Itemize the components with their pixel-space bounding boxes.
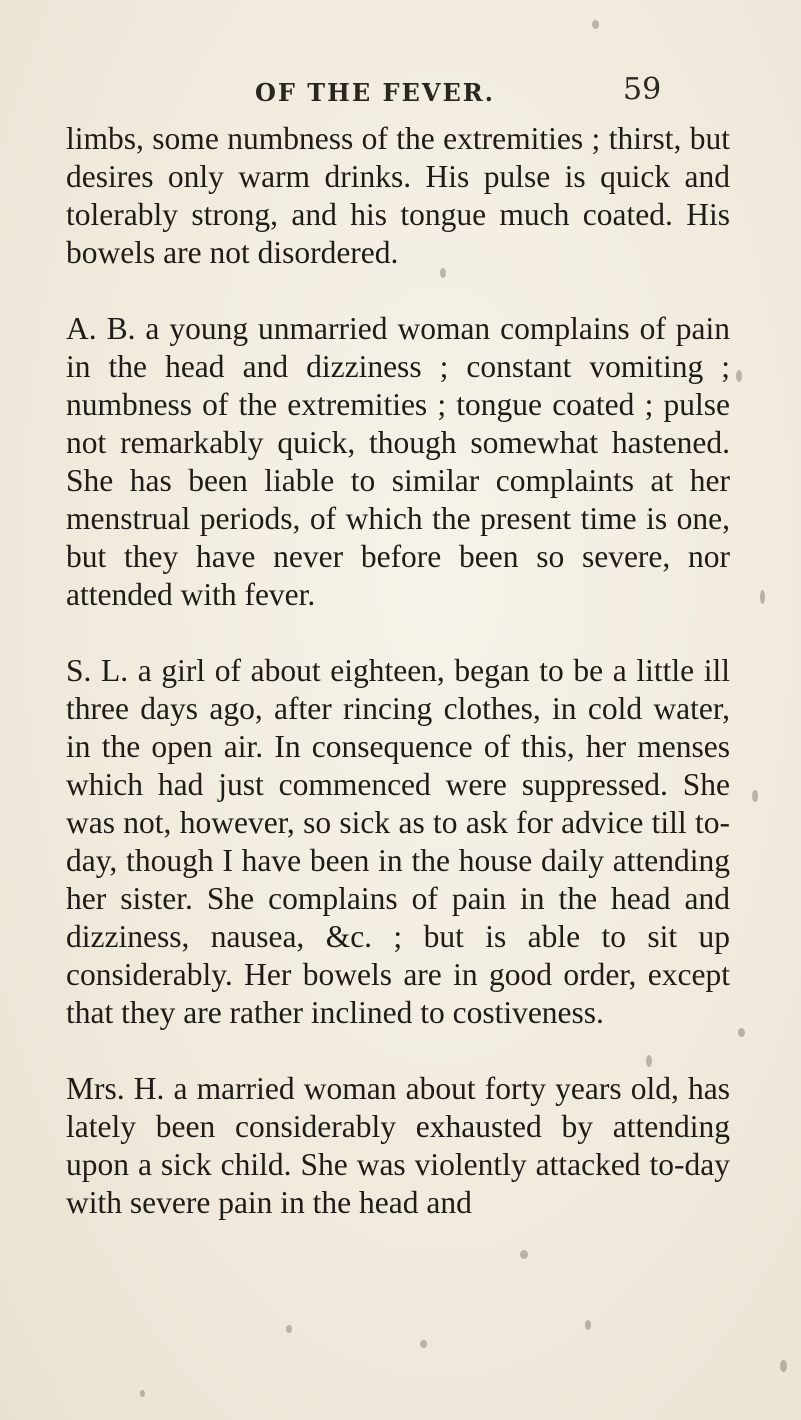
paragraph-case-mrs-h: Mrs. H. a married woman about forty years old, has lately been considerably exhausted by attending upon a sick child. She was violently attacked to-day with severe pain in the head and	[66, 1071, 730, 1220]
paper-speck	[520, 1250, 528, 1259]
paper-speck	[440, 268, 446, 278]
page-number: 59	[623, 72, 662, 107]
paragraph-case-ab: A. B. a young unmarried woman complains of pain in the head and dizziness ; constant vomiting ; numbness of the extremities ; tongue coated ; pulse not remarkably quick, though somewhat hastened. She has been liable to similar complaints at her menstrual periods, of which the present time is one, but they have never before been so severe, nor attended with fever.	[66, 311, 730, 612]
paper-speck	[736, 370, 742, 382]
paper-speck	[420, 1340, 427, 1348]
paper-speck	[646, 1055, 652, 1067]
paper-speck	[780, 1360, 787, 1372]
paper-speck	[585, 1320, 591, 1330]
body-text	[66, 120, 730, 1260]
paper-speck	[286, 1325, 292, 1333]
paragraph-continued: limbs, some numbness of the extremities ; thirst, but desires only warm drinks. His pulse is quick and tolerably strong, and his tongue much coated. His bowels are not disordered.	[66, 121, 730, 270]
paper-speck	[760, 590, 765, 604]
page-header	[0, 66, 801, 106]
paper-speck	[140, 1390, 145, 1397]
paragraph-case-sl: S. L. a girl of about eighteen, began to be a little ill three days ago, after rincing clothes, in cold water, in the open air. In consequence of this, her menses which had just commenced were suppressed. She was not, however, so sick as to ask for advice till to-day, though I have been in the house daily attending her sister. She complains of pain in the head and dizziness, nausea, &c. ; but is able to sit up considerably. Her bowels are in good order, except that they are rather inclined to costiveness.	[66, 653, 730, 1030]
paper-speck	[738, 1028, 745, 1037]
running-head: OF THE FEVER.	[255, 78, 496, 107]
paper-speck	[752, 790, 758, 802]
paper-speck	[592, 20, 599, 29]
